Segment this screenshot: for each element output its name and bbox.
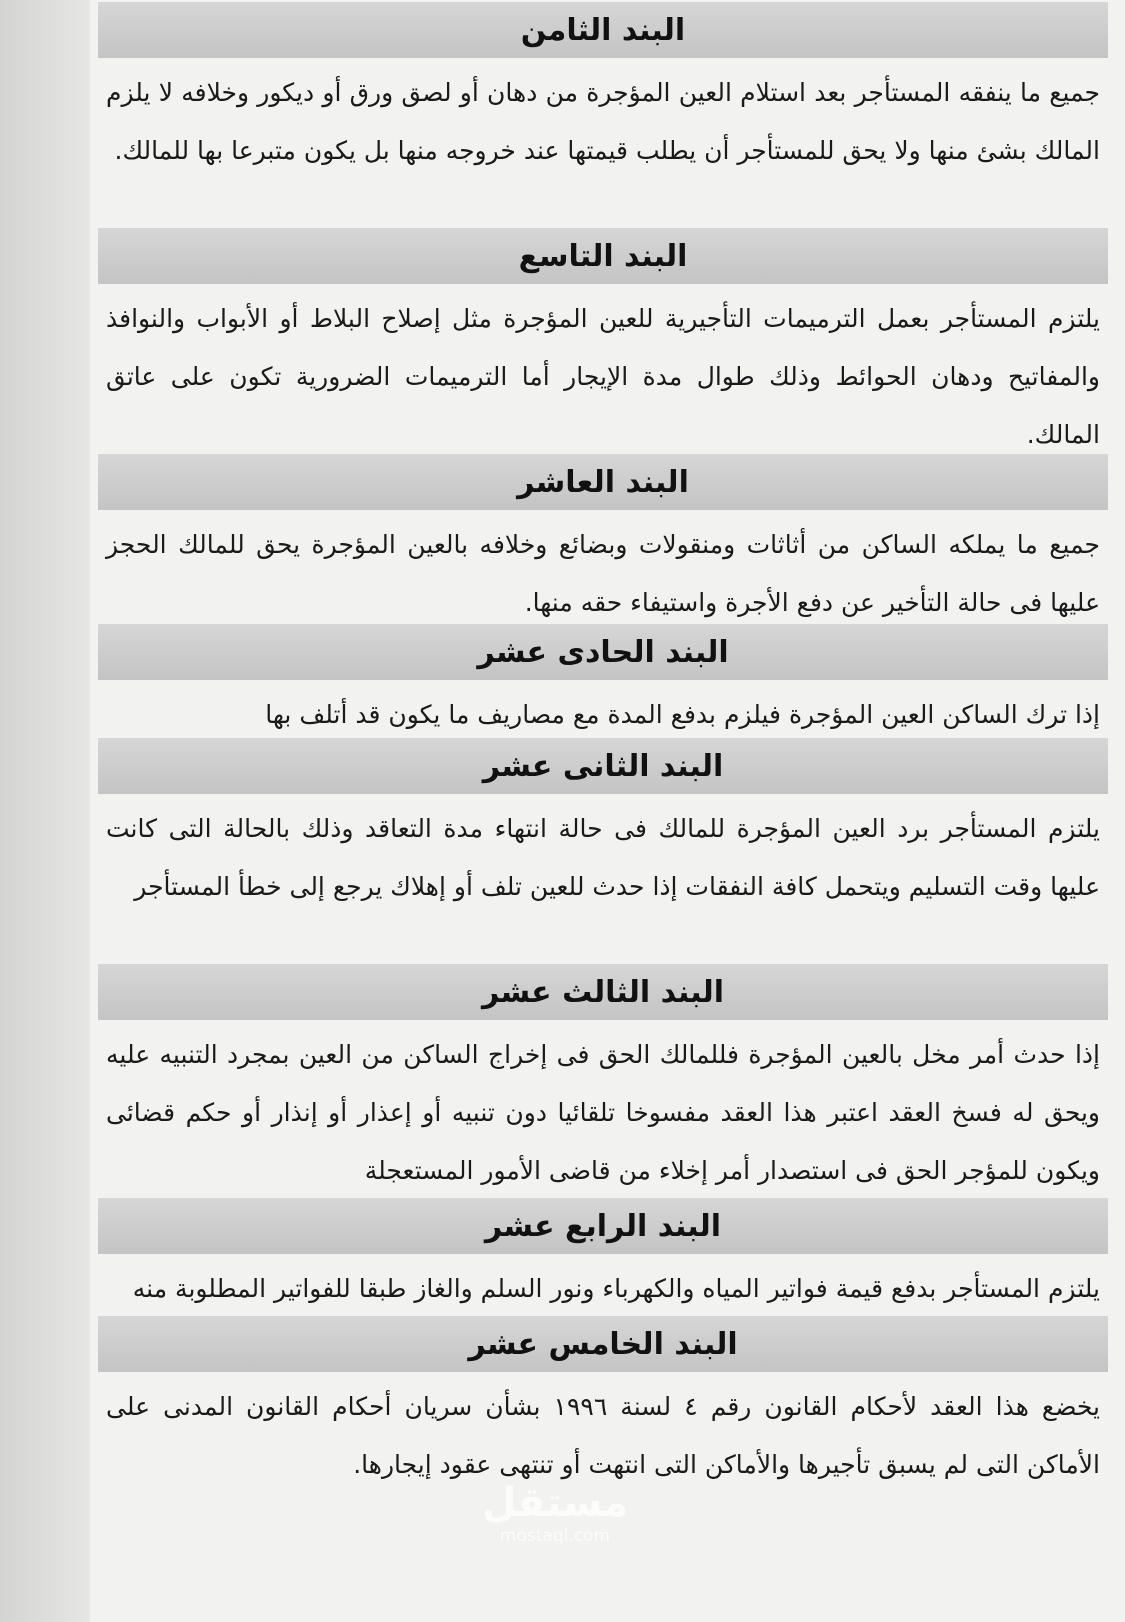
clause-text: يخضع هذا العقد لأحكام القانون رقم ٤ لسنة ١٩٩٦ بشأن سريان أحكام القانون المدنى على الأماكن التى لم يسبق تأجيرها والأماكن التى انتهت أو تنتهى عقود إيجارها. — [106, 1392, 1100, 1479]
clause-title: البند الحادى عشر — [477, 634, 729, 670]
clause-text: يلتزم المستأجر بعمل الترميمات التأجيرية للعين المؤجرة مثل إصلاح البلاط أو الأبواب والنوافذ والمفاتيح ودهان الحوائط وذلك طوال مدة الإيجار أما الترميمات الضرورية تكون على عاتق المالك. — [106, 304, 1100, 449]
clause-header — [98, 964, 1108, 1020]
clause-title: البند العاشر — [517, 464, 689, 500]
clause-header — [98, 1316, 1108, 1372]
clause-header — [98, 624, 1108, 680]
clause-text: جميع ما ينفقه المستأجر بعد استلام العين المؤجرة من دهان أو لصق ورق أو ديكور وخلافه لا يلزم المالك بشئ منها ولا يحق للمستأجر أن يطلب قيمتها عند خروجه منها بل يكون متبرعا بها للمالك. — [106, 78, 1100, 165]
clause-title: البند الثانى عشر — [482, 748, 724, 784]
clause-text: يلتزم المستأجر برد العين المؤجرة للمالك فى حالة انتهاء مدة التعاقد وذلك بالحالة التى كانت عليها وقت التسليم ويتحمل كافة النفقات إذا حدث للعين تلف أو إهلاك يرجع إلى خطأ المستأجر — [106, 814, 1100, 901]
clause-text: إذا ترك الساكن العين المؤجرة فيلزم بدفع المدة مع مصاريف ما يكون قد أتلف بها — [265, 700, 1100, 729]
clause-11 — [98, 624, 1108, 744]
clause-15 — [98, 1316, 1108, 1494]
clause-header — [98, 2, 1108, 58]
clause-text: جميع ما يملكه الساكن من أثاثات ومنقولات وبضائع وخلافه بالعين المؤجرة يحق للمالك الحجز عليها فى حالة التأخير عن دفع الأجرة واستيفاء حقه منها. — [106, 530, 1100, 617]
clause-14 — [98, 1198, 1108, 1318]
clause-text: يلتزم المستأجر بدفع قيمة فواتير المياه والكهرباء ونور السلم والغاز طبقا للفواتير المطلوبة منه — [132, 1274, 1100, 1303]
clause-header — [98, 738, 1108, 794]
watermark — [480, 1480, 630, 1546]
clause-title: البند الرابع عشر — [484, 1208, 722, 1244]
clause-text: إذا حدث أمر مخل بالعين المؤجرة فللمالك الحق فى إخراج الساكن من العين بمجرد التنبيه عليه ويحق له فسخ العقد اعتبر هذا العقد مفسوخا تلقائيا دون تنبيه أو إعذار أو إنذار أو حكم قضائى ويكون للمؤجر الحق فى استصدار أمر إخلاء من قاضى الأمور المستعجلة — [106, 1040, 1100, 1185]
clause-10 — [98, 454, 1108, 632]
clause-title: البند الخامس عشر — [468, 1326, 738, 1362]
clause-title: البند الثامن — [520, 12, 686, 48]
clause-header — [98, 454, 1108, 510]
clause-title: البند الثالث عشر — [481, 974, 725, 1010]
clause-title: البند التاسع — [518, 238, 688, 274]
clause-12 — [98, 738, 1108, 916]
clause-8 — [98, 2, 1108, 180]
page-shadow-edge — [0, 0, 90, 1622]
clause-header — [98, 1198, 1108, 1254]
watermark-url: mostaql.com — [499, 1526, 611, 1546]
clause-header — [98, 228, 1108, 284]
clause-13 — [98, 964, 1108, 1200]
clause-9 — [98, 228, 1108, 464]
watermark-logo: مستقل — [481, 1480, 629, 1526]
